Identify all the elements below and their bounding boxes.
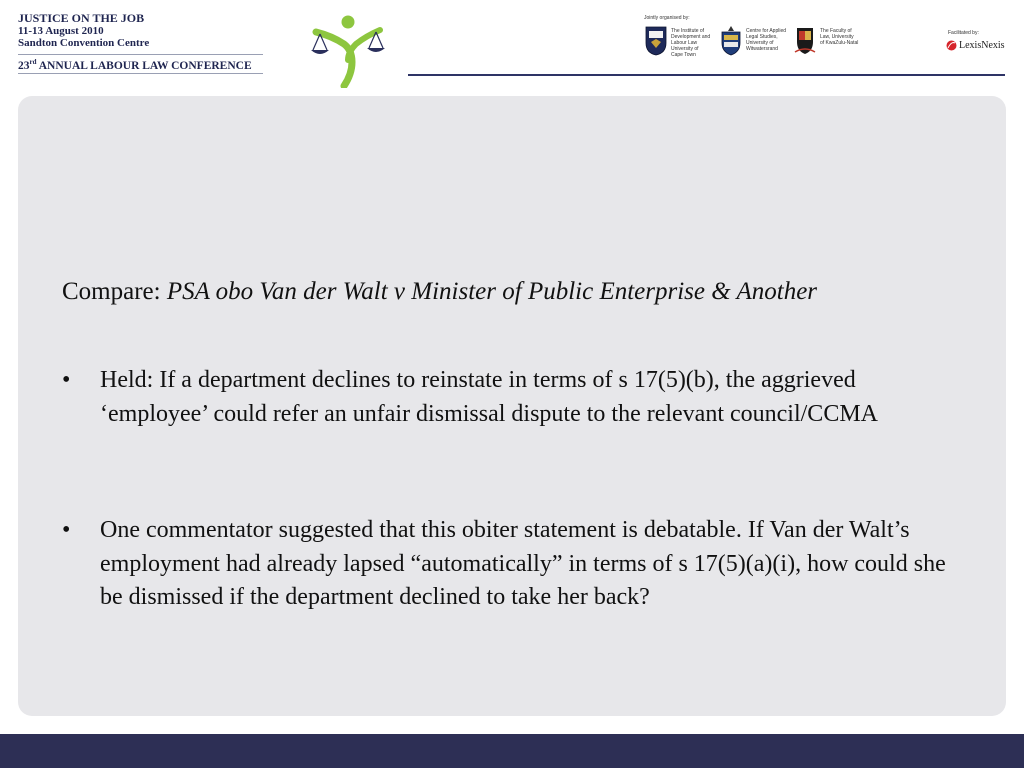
conference-title: JUSTICE ON THE JOB: [18, 11, 145, 25]
bullet-point-icon: •: [62, 367, 71, 393]
organiser-wits: [720, 26, 794, 58]
bullet-point-icon: •: [62, 517, 71, 543]
ukzn-crest-icon: [794, 26, 816, 56]
conference-info: [18, 12, 263, 74]
conference-dates: 11-13 August 2010: [18, 24, 104, 37]
lexisnexis-name: LexisNexis: [959, 40, 1005, 51]
organiser-wits-label: Centre for Applied Legal Studies, University of Witwatersrand: [746, 28, 787, 52]
conference-venue: Sandton Convention Centre: [18, 37, 150, 49]
annual-text: ANNUAL LABOUR LAW CONFERENCE: [36, 59, 252, 72]
lexisnexis-mark-icon: [946, 40, 957, 51]
bullet-text: One commentator suggested that this obiter statement is debatable. If Van der Walt’s employment had already lapsed “automatically” in terms of s 17(5)(a)(i), how could she be dismissed if the department declined to take her back?: [100, 517, 946, 610]
organiser-uct-label: The Institute of Development and Labour Law University of Cape Town: [671, 28, 711, 58]
bullet-held: [62, 364, 962, 431]
bullet-commentator: [62, 514, 962, 615]
organiser-ukzn-label: The Faculty of Law, University of KwaZulu-Natal: [820, 28, 859, 46]
jointly-organised-label: Jointly organised by:: [644, 15, 690, 21]
conference-annual-label: [18, 58, 263, 72]
organiser-ukzn: [794, 26, 868, 58]
bullet-text: Held: If a department declines to reinstate in terms of s 17(5)(b), the aggrieved ‘employee’ could refer an unfair dismissal dispute to the relevant council/CCMA: [100, 367, 878, 427]
content-panel: [18, 96, 1006, 716]
lexisnexis-logo: [946, 40, 1005, 51]
conference-divider: [18, 54, 263, 55]
compare-label: Compare:: [62, 278, 167, 305]
scales-of-justice-logo-icon: [308, 14, 388, 88]
footer-bar: [0, 734, 1024, 768]
wits-crest-icon: [720, 26, 742, 56]
compare-heading: [62, 278, 817, 306]
annual-number: 23: [18, 59, 30, 72]
annual-suffix: rd: [29, 57, 37, 66]
case-name: PSA obo Van der Walt v Minister of Public Enterprise & Another: [166, 278, 818, 305]
facilitated-by-label: Facilitated by:: [948, 30, 979, 36]
header-divider: [408, 74, 1005, 76]
organiser-uct: [645, 26, 719, 58]
uct-crest-icon: [645, 26, 667, 56]
conference-divider-bottom: [18, 73, 263, 74]
